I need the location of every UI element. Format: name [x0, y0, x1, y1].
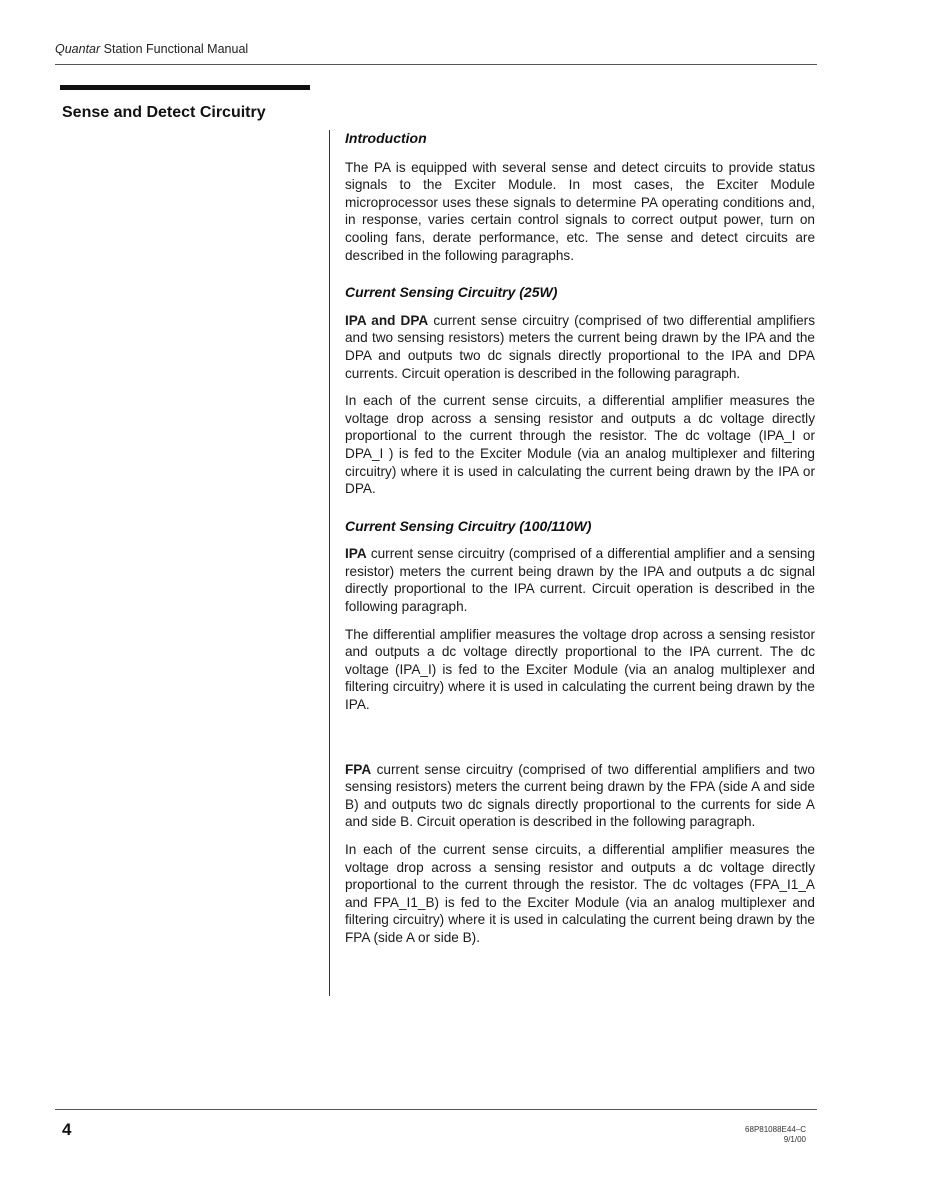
current-100w-paragraph-4: In each of the current sense circuits, a differential amplifier measures the voltage drop across a sensing resistor and outputs a dc voltage directly proportional to the current through the resistor. The dc voltages (FPA_I1_A and FPA_I1_B) is fed to the Exciter Module (via an analog multiplexer and filtering circuitry) where it is used in calculating the current being drawn by the FPA (side A or side B).	[345, 842, 815, 945]
current-25w-paragraph-2: In each of the current sense circuits, a differential amplifier measures the voltage drop across a sensing resistor and outputs a dc voltage directly proportional to the current through the resistor. The dc voltage (IPA_I or DPA_I ) is fed to the Exciter Module (via an analog multiplexer and filtering circuitry) where it is used in calculating the current being drawn by the IPA or DPA.	[345, 393, 815, 497]
current-100w-paragraph-1-text: current sense circuitry (comprised of a differential amplifier and a sensing resistor) meters the current being drawn by the IPA and outputs a dc signal directly proportional to the IPA current. Circuit operation is described in the following paragraph.	[345, 546, 815, 615]
current-100w-lead-fpa: FPA	[345, 761, 372, 777]
current-25w-heading: Current Sensing Circuitry (25W)	[345, 284, 558, 301]
current-100w-paragraph-2: The differential amplifier measures the voltage drop across a sensing resistor and outputs a dc voltage directly proportional to the IPA current. The dc voltage (IPA_I) is fed to the Exciter Module (via an analog multiplexer and filtering circuitry) where it is used in calculating the current being drawn by the IPA.	[345, 626, 815, 713]
header-title: Station Functional Manual	[100, 42, 249, 56]
section-bar	[60, 85, 310, 90]
running-header	[55, 42, 248, 56]
current-25w-paragraph-1	[345, 312, 815, 382]
header-rule	[55, 64, 817, 65]
main-content	[345, 130, 815, 947]
intro-heading: Introduction	[345, 130, 427, 146]
current-25w-lead: IPA and DPA	[345, 312, 429, 328]
doc-number: 68P81088E44–C	[745, 1125, 806, 1134]
current-25w-paragraph-1-text: current sense circuitry (comprised of two differential amplifiers and two sensing resistors) meters the current being drawn by the IPA and the DPA and outputs two dc signals directly proportional to the IPA and DPA currents. Circuit operation is described in the following paragraph.	[345, 312, 815, 381]
current-100w-lead-ipa: IPA	[345, 546, 367, 562]
column-divider	[329, 130, 330, 996]
current-100w-paragraph-1	[345, 545, 815, 615]
footer-rule	[55, 1109, 817, 1110]
intro-paragraph: The PA is equipped with several sense and detect circuits to provide status signals to the Exciter Module. In most cases, the Exciter Module microprocessor uses these signals to determine PA operating conditions and, in response, varies certain control signals to correct output power, turn on cooling fans, derate performance, etc. The sense and detect circuits are described in the following paragraphs.	[345, 159, 815, 263]
page-number: 4	[62, 1120, 72, 1139]
doc-date: 9/1/00	[783, 1135, 806, 1144]
doc-info	[745, 1125, 806, 1145]
header-brand: Quantar	[55, 42, 101, 56]
current-100w-paragraph-3	[345, 761, 815, 831]
section-title: Sense and Detect Circuitry	[62, 104, 266, 121]
current-100w-paragraph-3-text: current sense circuitry (comprised of two differential amplifiers and two sensing resistors) meters the current being drawn by the FPA (side A and side B) and outputs two dc signals directly proportional to the currents for side A and side B. Circuit operation is described in the following paragraph.	[345, 761, 815, 830]
current-100w-heading: Current Sensing Circuitry (100/110W)	[345, 517, 592, 534]
